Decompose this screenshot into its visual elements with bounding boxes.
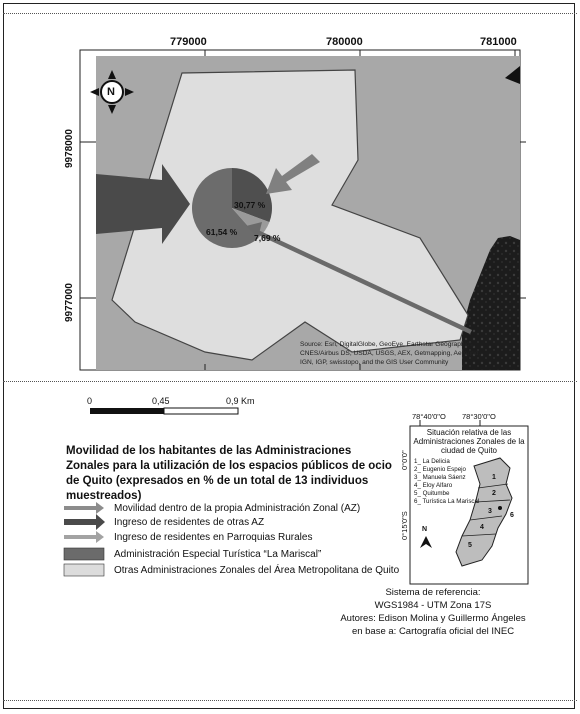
scale-label-mid: 0,45 bbox=[152, 396, 170, 406]
legend-label: Administración Especial Turística “La Mariscal” bbox=[114, 548, 322, 560]
attribution-line: Source: Esri, DigitalGlobe, GeoEye, Earthstar Geographics, bbox=[300, 341, 475, 348]
legend-label: Movilidad dentro de la propia Administración Zonal (AZ) bbox=[114, 502, 361, 514]
legend-item-mobility bbox=[108, 501, 360, 515]
scale-label-end: 0,9 Km bbox=[226, 396, 255, 406]
pie-label-3: 7,69 % bbox=[254, 233, 281, 243]
attribution-line: IGN, IGP, swisstopo, and the GIS User Community bbox=[300, 359, 449, 366]
legend-label: Otras Administraciones Zonales del Área Metropolitana de Quito bbox=[114, 564, 400, 576]
y-tick-2: 9977000 bbox=[64, 283, 75, 322]
x-tick-3: 781000 bbox=[480, 36, 517, 48]
legend-item-other-zones bbox=[108, 563, 399, 577]
inset-zone-item: 3_ Manuela Sáenz bbox=[414, 474, 466, 481]
x-tick-2: 780000 bbox=[326, 36, 363, 48]
credits bbox=[328, 586, 538, 638]
map-title: Movilidad de los habitantes de las Administraciones Zonales para la utilización de los espacios públicos de ocio de Quito (expresados en % de un total de 13 individuos muestreados) bbox=[66, 445, 392, 502]
inset-zone-item: 2_ Eugenio Espejo bbox=[414, 466, 466, 473]
inset-zone-number: 3 bbox=[488, 508, 492, 515]
credits-line: WGS1984 - UTM Zona 17S bbox=[374, 600, 492, 611]
scale-label-0: 0 bbox=[87, 396, 93, 406]
attribution-line: CNES/Airbus DS, USDA, USGS, AEX, Getmapping, Aerogrid, bbox=[300, 350, 481, 357]
legend-label: Ingreso de residentes en Parroquias Rurales bbox=[114, 531, 313, 543]
inset-zone-item: 5_ Quitumbe bbox=[414, 490, 450, 497]
inset-title: Situación relativa de las Administraciones Zonales de la ciudad de Quito bbox=[413, 428, 525, 455]
credits-line: Sistema de referencia: bbox=[385, 587, 481, 598]
inset-zone-number: 6 bbox=[510, 512, 514, 519]
pie-label-2: 30,77 % bbox=[234, 200, 266, 210]
legend-item-mariscal bbox=[108, 547, 321, 561]
legend-item-rural bbox=[108, 530, 312, 544]
inset-zone-item: 4_ Eloy Alfaro bbox=[414, 482, 453, 489]
inset-zone-number: 5 bbox=[468, 542, 472, 549]
inset-zone-list bbox=[414, 458, 479, 506]
x-tick-1: 779000 bbox=[170, 36, 207, 48]
legend-label: Ingreso de residentes de otras AZ bbox=[114, 516, 265, 528]
inset-coord-top-2: 78°30'0"O bbox=[462, 412, 496, 421]
inset-north-label: N bbox=[422, 526, 428, 533]
y-tick-1: 9978000 bbox=[64, 129, 75, 168]
inset-zone-number: 4 bbox=[480, 524, 484, 531]
inset-zone-item: 6_ Turística La Mariscal bbox=[414, 498, 480, 505]
pie-label-1: 61,54 % bbox=[206, 227, 238, 237]
inset-zone-number: 1 bbox=[492, 474, 496, 481]
attribution bbox=[300, 340, 480, 367]
inset-zone-item: 1_ La Delicia bbox=[414, 458, 450, 465]
scale-bar bbox=[90, 408, 238, 414]
north-label-map: N bbox=[107, 86, 115, 98]
legend-symbols bbox=[64, 502, 105, 576]
legend-item-other-az bbox=[108, 515, 264, 529]
inset-coord-top-1: 78°40'0"O bbox=[412, 412, 446, 421]
credits-line: en base a: Cartografía oficial del INEC bbox=[351, 626, 515, 637]
inset-zone-number: 2 bbox=[492, 490, 496, 497]
credits-line: Autores: Edison Molina y Guillermo Ángeles bbox=[340, 613, 526, 624]
inset-coord-left-2: 0°15'0"S bbox=[400, 511, 409, 540]
inset-coord-left-1: 0°0'0" bbox=[400, 450, 409, 470]
